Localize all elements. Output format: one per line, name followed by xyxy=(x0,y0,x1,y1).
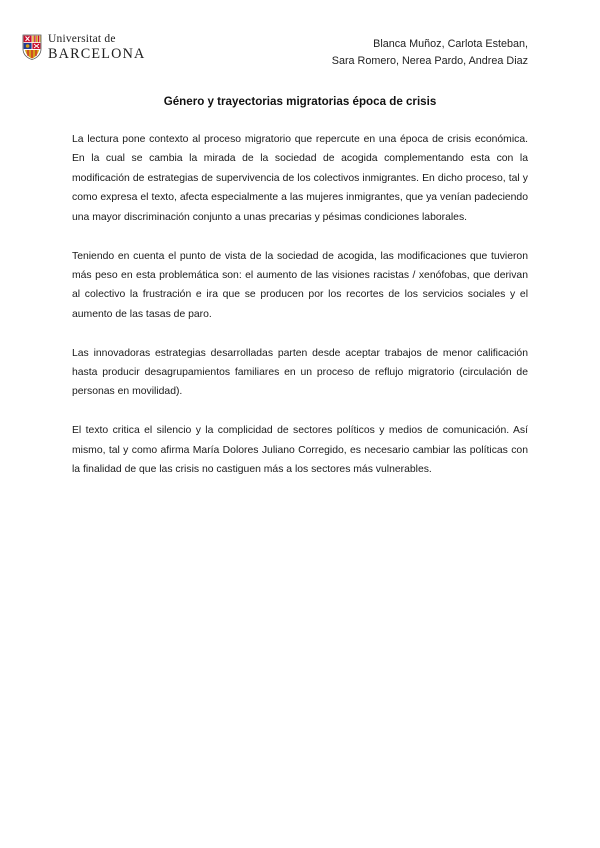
authors-line-2: Sara Romero, Nerea Pardo, Andrea Diaz xyxy=(331,54,528,67)
university-crest-icon xyxy=(22,34,42,60)
authors-line-1: Blanca Muñoz, Carlota Esteban, xyxy=(373,38,528,50)
logo-line-university: Universitat de xyxy=(48,33,116,45)
authors-block xyxy=(332,36,528,69)
document-title: Género y trayectorias migratorias época de crisis xyxy=(163,95,437,108)
paragraph-3: Las innovadoras estrategias desarrolladas parten desde aceptar trabajos de menor calificación hasta producir desagrupamientos familiares en un proceso de reflujo migratorio (circulación de personas en movilidad). xyxy=(72,347,528,398)
document-body xyxy=(72,130,528,499)
paragraph-1: La lectura pone contexto al proceso migratorio que repercute en una época de crisis económica. En la cual se cambia la mirada de la sociedad de acogida complementando esta con la modificación de estrategias de supervivencia de los colectivos inmigrantes. En dicho proceso, tal y como expresa el texto, afecta especialmente a las mujeres inmigrantes, que ya venían padeciendo una mayor discriminación conjunto a unas precarias y pésimas condiciones laborales. xyxy=(72,134,528,223)
paragraph-2: Teniendo en cuenta el punto de vista de la sociedad de acogida, las modificaciones que tuvieron más peso en esta problemática son: el aumento de las visiones racistas / xenófobas, que derivan al colectivo la frustración e ira que se producen por los recortes de los servicios sociales y el aumento de las tasas de paro. xyxy=(72,250,528,320)
paragraph-4: El texto critica el silencio y la complicidad de sectores políticos y medios de comunicación. Así mismo, tal y como afirma María Dolores Juliano Corregido, es necesario cambiar las políticas con la finalidad de que las crisis no castiguen más a los sectores más vulnerables. xyxy=(72,425,528,476)
university-logo xyxy=(22,34,146,61)
logo-line-barcelona: BARCELONA xyxy=(48,45,146,62)
